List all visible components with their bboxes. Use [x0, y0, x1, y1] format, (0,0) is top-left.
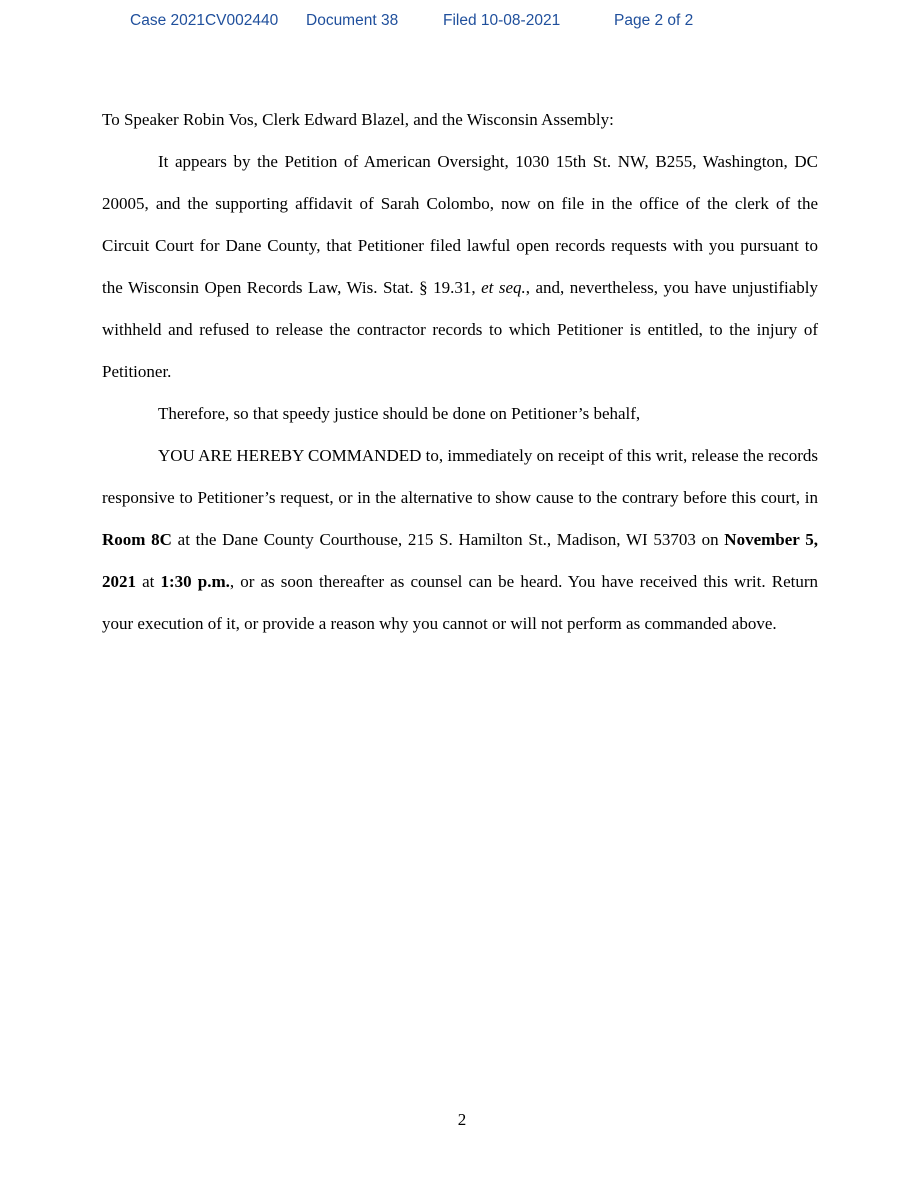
paragraph-therefore: Therefore, so that speedy justice should be done on Petitioner’s behalf, [158, 404, 641, 423]
hearing-time: 1:30 p.m. [160, 572, 230, 591]
page-number: 2 [457, 1110, 467, 1129]
command-text-d: , or as soon thereafter as counsel can be heard. You have received this writ. Return your execution of it, or provide a reason why you cannot or will not perform as commanded above. [102, 572, 818, 633]
document-header [0, 12, 924, 32]
writ-body [102, 99, 818, 645]
page-indicator: Page 2 of 2 [614, 12, 694, 29]
case-number: Case 2021CV002440 [130, 12, 279, 29]
paragraph-petition [102, 141, 818, 393]
command-text-c: at [136, 572, 161, 591]
command-text-a: YOU ARE HEREBY COMMANDED to, immediately on receipt of this writ, release the records responsive to Petitioner’s request, or in the alternative to show cause to the contrary before this court, in [102, 446, 818, 507]
room-number: Room 8C [102, 530, 172, 549]
filed-date: Filed 10-08-2021 [443, 12, 561, 29]
petition-text-a: It appears by the Petition of American Oversight, 1030 15th St. NW, B255, Washington, DC 20005, and the supporting affidavit of Sarah Colombo, now on file in the office of the clerk of the Circuit Court for Dane County, that Petitioner filed lawful open records requests with you pursuant to the Wisconsin Open Records Law, Wis. Stat. § 19.31, [102, 152, 818, 297]
command-text-b: at the Dane County Courthouse, 215 S. Hamilton St., Madison, WI 53703 on [171, 530, 725, 549]
hearing-date: November 5, 2021 [102, 530, 818, 591]
petition-text-b: , and, nevertheless, you have unjustifiably withheld and refused to release the contractor records to which Petitioner is entitled, to the injury of Petitioner. [102, 278, 818, 381]
et-seq-citation: et seq. [481, 278, 526, 297]
document-number: Document 38 [306, 12, 399, 29]
paragraph-command [102, 435, 818, 645]
salutation: To Speaker Robin Vos, Clerk Edward Blazel, and the Wisconsin Assembly: [102, 110, 614, 129]
